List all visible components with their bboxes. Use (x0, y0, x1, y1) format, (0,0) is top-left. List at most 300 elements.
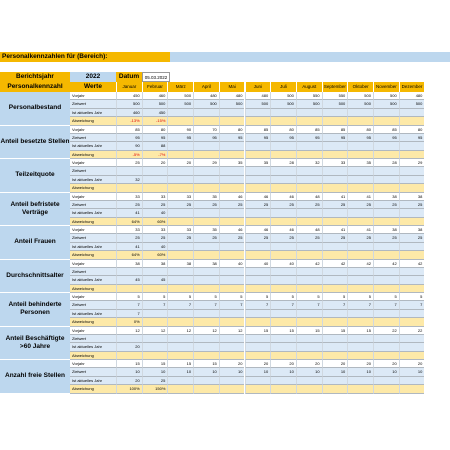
value-cell[interactable] (296, 117, 322, 125)
value-cell[interactable] (219, 142, 245, 150)
value-cell[interactable]: 46 (270, 226, 296, 234)
value-cell[interactable]: 25 (322, 201, 348, 209)
value-cell[interactable] (193, 310, 219, 318)
value-cell[interactable] (116, 335, 142, 343)
value-cell[interactable]: 42 (373, 260, 399, 268)
value-cell[interactable]: 60% (142, 251, 168, 259)
value-cell[interactable]: 33 (142, 193, 168, 201)
value-cell[interactable] (245, 343, 271, 351)
value-cell[interactable]: 95 (347, 134, 373, 142)
value-cell[interactable] (399, 117, 425, 125)
value-cell[interactable]: 25 (373, 234, 399, 242)
value-cell[interactable] (347, 276, 373, 284)
value-cell[interactable] (373, 285, 399, 293)
value-cell[interactable] (193, 251, 219, 259)
value-cell[interactable]: 22 (399, 327, 425, 335)
value-cell[interactable] (373, 335, 399, 343)
value-cell[interactable]: 95 (116, 134, 142, 142)
value-cell[interactable]: 70 (193, 126, 219, 134)
value-cell[interactable] (270, 243, 296, 251)
value-cell[interactable] (347, 251, 373, 259)
value-cell[interactable]: 5 (116, 293, 142, 301)
value-cell[interactable] (193, 268, 219, 276)
value-cell[interactable]: 0% (116, 318, 142, 326)
value-cell[interactable]: 38 (399, 226, 425, 234)
value-cell[interactable]: 33 (167, 226, 193, 234)
value-cell[interactable]: 25 (373, 201, 399, 209)
value-cell[interactable]: 85 (373, 126, 399, 134)
value-cell[interactable]: 25 (399, 201, 425, 209)
value-cell[interactable]: 40 (142, 209, 168, 217)
value-cell[interactable] (347, 352, 373, 360)
value-cell[interactable] (347, 117, 373, 125)
value-cell[interactable] (296, 310, 322, 318)
value-cell[interactable]: 32 (296, 159, 322, 167)
value-cell[interactable]: 41 (116, 209, 142, 217)
value-cell[interactable] (193, 352, 219, 360)
value-cell[interactable]: 80 (270, 126, 296, 134)
value-cell[interactable] (142, 176, 168, 184)
value-cell[interactable]: 85 (245, 126, 271, 134)
value-cell[interactable] (270, 276, 296, 284)
value-cell[interactable] (296, 343, 322, 351)
value-cell[interactable] (373, 151, 399, 159)
value-cell[interactable]: 95 (167, 134, 193, 142)
value-cell[interactable] (347, 377, 373, 385)
value-cell[interactable]: 42 (296, 260, 322, 268)
value-cell[interactable]: 7 (116, 301, 142, 309)
value-cell[interactable] (193, 176, 219, 184)
value-cell[interactable] (399, 343, 425, 351)
value-cell[interactable] (245, 276, 271, 284)
value-cell[interactable] (322, 251, 348, 259)
value-cell[interactable]: 25 (219, 234, 245, 242)
value-cell[interactable] (322, 310, 348, 318)
value-cell[interactable]: 85 (116, 126, 142, 134)
value-cell[interactable] (245, 268, 271, 276)
value-cell[interactable]: 500 (373, 100, 399, 108)
value-cell[interactable]: 40 (219, 260, 245, 268)
value-cell[interactable] (270, 251, 296, 259)
value-cell[interactable] (167, 109, 193, 117)
value-cell[interactable]: 20 (142, 159, 168, 167)
value-cell[interactable]: 15 (142, 360, 168, 368)
value-cell[interactable]: 45 (142, 276, 168, 284)
value-cell[interactable] (193, 318, 219, 326)
value-cell[interactable] (373, 142, 399, 150)
value-cell[interactable] (270, 176, 296, 184)
value-cell[interactable]: 25 (167, 201, 193, 209)
value-cell[interactable] (219, 218, 245, 226)
value-cell[interactable] (373, 385, 399, 393)
value-cell[interactable] (142, 318, 168, 326)
value-cell[interactable] (347, 343, 373, 351)
value-cell[interactable] (245, 209, 271, 217)
value-cell[interactable] (142, 167, 168, 175)
value-cell[interactable]: 12 (219, 327, 245, 335)
value-cell[interactable] (373, 218, 399, 226)
value-cell[interactable] (399, 377, 425, 385)
value-cell[interactable]: 40 (142, 243, 168, 251)
value-cell[interactable] (347, 318, 373, 326)
value-cell[interactable]: 95 (245, 134, 271, 142)
value-cell[interactable]: 5 (322, 293, 348, 301)
value-cell[interactable] (167, 142, 193, 150)
value-cell[interactable]: 5 (347, 293, 373, 301)
value-cell[interactable]: 46 (270, 193, 296, 201)
value-cell[interactable] (322, 377, 348, 385)
value-cell[interactable]: 95 (142, 134, 168, 142)
value-cell[interactable] (296, 218, 322, 226)
value-cell[interactable] (219, 243, 245, 251)
value-cell[interactable]: 41 (322, 193, 348, 201)
value-cell[interactable] (347, 142, 373, 150)
value-cell[interactable]: 500 (399, 100, 425, 108)
value-cell[interactable] (322, 142, 348, 150)
value-cell[interactable] (167, 184, 193, 192)
value-cell[interactable]: 28 (373, 159, 399, 167)
value-cell[interactable]: 460 (142, 92, 168, 100)
value-cell[interactable] (270, 285, 296, 293)
value-cell[interactable] (219, 117, 245, 125)
value-cell[interactable] (399, 142, 425, 150)
value-cell[interactable] (167, 385, 193, 393)
value-cell[interactable]: 500 (116, 100, 142, 108)
value-cell[interactable]: 95 (219, 134, 245, 142)
value-cell[interactable]: 500 (270, 100, 296, 108)
value-cell[interactable] (296, 142, 322, 150)
value-cell[interactable] (296, 335, 322, 343)
value-cell[interactable]: 500 (373, 92, 399, 100)
value-cell[interactable] (219, 285, 245, 293)
value-cell[interactable]: 10 (116, 368, 142, 376)
value-cell[interactable] (399, 276, 425, 284)
value-cell[interactable]: 15 (347, 327, 373, 335)
value-cell[interactable] (270, 184, 296, 192)
value-cell[interactable]: 20 (322, 360, 348, 368)
value-cell[interactable] (322, 218, 348, 226)
value-cell[interactable]: 35 (219, 159, 245, 167)
value-cell[interactable]: 33 (167, 193, 193, 201)
value-cell[interactable] (296, 243, 322, 251)
value-cell[interactable] (167, 276, 193, 284)
value-cell[interactable]: 480 (219, 92, 245, 100)
value-cell[interactable]: 38 (373, 226, 399, 234)
value-cell[interactable]: 25 (245, 234, 271, 242)
value-cell[interactable]: 12 (193, 327, 219, 335)
value-cell[interactable]: 15 (245, 327, 271, 335)
value-cell[interactable] (347, 167, 373, 175)
value-cell[interactable] (219, 310, 245, 318)
value-cell[interactable] (296, 109, 322, 117)
value-cell[interactable]: 25 (399, 234, 425, 242)
value-cell[interactable]: 500 (245, 100, 271, 108)
value-cell[interactable]: 38 (142, 260, 168, 268)
value-cell[interactable]: 38 (116, 260, 142, 268)
value-cell[interactable]: 25 (296, 234, 322, 242)
value-cell[interactable] (347, 285, 373, 293)
value-cell[interactable]: 5 (399, 293, 425, 301)
value-cell[interactable]: 500 (167, 100, 193, 108)
value-cell[interactable]: -13% (116, 117, 142, 125)
value-cell[interactable] (399, 109, 425, 117)
value-cell[interactable] (296, 209, 322, 217)
value-cell[interactable] (245, 335, 271, 343)
value-cell[interactable] (347, 109, 373, 117)
value-cell[interactable] (373, 209, 399, 217)
value-cell[interactable] (167, 251, 193, 259)
value-cell[interactable]: 5 (373, 293, 399, 301)
value-cell[interactable]: 7 (193, 301, 219, 309)
value-cell[interactable] (399, 218, 425, 226)
value-cell[interactable] (296, 352, 322, 360)
value-cell[interactable]: 25 (142, 234, 168, 242)
value-cell[interactable]: 33 (116, 226, 142, 234)
value-cell[interactable]: 25 (116, 159, 142, 167)
value-cell[interactable] (322, 285, 348, 293)
value-cell[interactable] (322, 243, 348, 251)
value-cell[interactable] (193, 218, 219, 226)
value-cell[interactable] (193, 117, 219, 125)
value-cell[interactable] (142, 184, 168, 192)
value-cell[interactable]: 25 (116, 201, 142, 209)
value-cell[interactable] (399, 176, 425, 184)
value-cell[interactable] (399, 151, 425, 159)
value-cell[interactable]: 12 (167, 327, 193, 335)
value-cell[interactable]: 15 (270, 327, 296, 335)
value-cell[interactable]: 20 (270, 360, 296, 368)
value-cell[interactable]: 85 (322, 126, 348, 134)
value-cell[interactable] (270, 343, 296, 351)
value-cell[interactable] (296, 251, 322, 259)
value-cell[interactable]: 25 (193, 201, 219, 209)
value-cell[interactable] (270, 310, 296, 318)
value-cell[interactable] (270, 218, 296, 226)
value-cell[interactable]: 46 (219, 226, 245, 234)
value-cell[interactable]: 22 (373, 327, 399, 335)
value-cell[interactable] (373, 167, 399, 175)
value-cell[interactable]: 480 (399, 92, 425, 100)
value-cell[interactable] (167, 335, 193, 343)
value-cell[interactable]: 10 (296, 368, 322, 376)
value-cell[interactable]: 500 (322, 100, 348, 108)
value-cell[interactable]: 460 (116, 109, 142, 117)
value-cell[interactable] (270, 117, 296, 125)
value-cell[interactable] (296, 176, 322, 184)
value-cell[interactable] (296, 276, 322, 284)
value-cell[interactable]: 550 (322, 92, 348, 100)
value-cell[interactable] (116, 352, 142, 360)
value-cell[interactable] (399, 285, 425, 293)
value-cell[interactable] (373, 184, 399, 192)
value-cell[interactable] (245, 385, 271, 393)
value-cell[interactable]: 10 (347, 368, 373, 376)
value-cell[interactable]: 7 (142, 301, 168, 309)
value-cell[interactable] (167, 352, 193, 360)
value-cell[interactable] (193, 167, 219, 175)
value-cell[interactable]: 25 (270, 201, 296, 209)
value-cell[interactable] (219, 276, 245, 284)
value-cell[interactable] (296, 167, 322, 175)
value-cell[interactable] (399, 243, 425, 251)
value-cell[interactable] (245, 109, 271, 117)
value-cell[interactable]: 42 (347, 260, 373, 268)
value-cell[interactable] (270, 335, 296, 343)
value-cell[interactable]: 500 (296, 100, 322, 108)
value-cell[interactable] (373, 243, 399, 251)
value-cell[interactable]: 85 (296, 126, 322, 134)
value-cell[interactable]: 20 (219, 360, 245, 368)
value-cell[interactable] (322, 385, 348, 393)
value-cell[interactable]: 450 (116, 92, 142, 100)
value-cell[interactable] (296, 268, 322, 276)
value-cell[interactable] (193, 377, 219, 385)
value-cell[interactable] (245, 142, 271, 150)
value-cell[interactable]: 46 (245, 226, 271, 234)
value-cell[interactable]: 25 (245, 201, 271, 209)
value-cell[interactable]: 7 (296, 301, 322, 309)
value-cell[interactable] (296, 151, 322, 159)
value-cell[interactable] (167, 318, 193, 326)
value-cell[interactable]: 32 (116, 176, 142, 184)
value-cell[interactable] (347, 243, 373, 251)
value-cell[interactable] (322, 109, 348, 117)
value-cell[interactable]: 500 (270, 92, 296, 100)
value-cell[interactable]: 10 (399, 368, 425, 376)
value-cell[interactable]: 20 (167, 159, 193, 167)
value-cell[interactable]: 12 (142, 327, 168, 335)
value-cell[interactable]: 10 (322, 368, 348, 376)
value-cell[interactable] (270, 151, 296, 159)
value-cell[interactable]: 12 (116, 327, 142, 335)
value-cell[interactable]: 38 (167, 260, 193, 268)
value-cell[interactable] (245, 117, 271, 125)
value-cell[interactable] (142, 310, 168, 318)
value-cell[interactable] (245, 218, 271, 226)
value-cell[interactable] (193, 184, 219, 192)
value-cell[interactable] (399, 209, 425, 217)
value-cell[interactable] (219, 343, 245, 351)
value-cell[interactable]: 95 (373, 134, 399, 142)
value-cell[interactable] (270, 209, 296, 217)
value-cell[interactable]: 25 (116, 234, 142, 242)
value-cell[interactable]: 500 (347, 92, 373, 100)
value-cell[interactable] (142, 285, 168, 293)
value-cell[interactable] (347, 310, 373, 318)
value-cell[interactable]: 500 (219, 100, 245, 108)
value-cell[interactable]: 95 (193, 134, 219, 142)
value-cell[interactable] (373, 343, 399, 351)
value-cell[interactable]: 10 (142, 368, 168, 376)
value-cell[interactable] (193, 142, 219, 150)
value-cell[interactable] (167, 310, 193, 318)
value-cell[interactable]: 95 (399, 134, 425, 142)
value-cell[interactable] (219, 109, 245, 117)
value-cell[interactable]: 7 (322, 301, 348, 309)
value-cell[interactable]: 95 (322, 134, 348, 142)
value-cell[interactable]: 5 (167, 293, 193, 301)
value-cell[interactable] (373, 176, 399, 184)
value-cell[interactable] (322, 176, 348, 184)
value-cell[interactable]: -5% (116, 151, 142, 159)
value-cell[interactable] (399, 167, 425, 175)
value-cell[interactable] (142, 335, 168, 343)
value-cell[interactable]: 7 (245, 301, 271, 309)
value-cell[interactable] (245, 352, 271, 360)
value-cell[interactable] (270, 268, 296, 276)
value-cell[interactable] (296, 377, 322, 385)
value-cell[interactable]: 35 (245, 159, 271, 167)
value-cell[interactable]: 500 (142, 100, 168, 108)
value-cell[interactable]: 10 (245, 368, 271, 376)
value-cell[interactable] (347, 268, 373, 276)
value-cell[interactable]: 41 (116, 243, 142, 251)
value-cell[interactable]: 38 (373, 193, 399, 201)
value-cell[interactable]: -15% (142, 117, 168, 125)
value-cell[interactable]: 10 (373, 368, 399, 376)
value-cell[interactable]: 80 (219, 126, 245, 134)
value-cell[interactable] (219, 377, 245, 385)
value-cell[interactable]: 7 (219, 301, 245, 309)
value-cell[interactable] (193, 276, 219, 284)
value-cell[interactable] (193, 343, 219, 351)
value-cell[interactable] (399, 352, 425, 360)
value-cell[interactable]: 10 (219, 368, 245, 376)
value-cell[interactable] (347, 151, 373, 159)
value-cell[interactable]: 90 (167, 126, 193, 134)
value-cell[interactable] (219, 268, 245, 276)
value-cell[interactable] (296, 385, 322, 393)
value-cell[interactable] (193, 285, 219, 293)
value-cell[interactable] (245, 167, 271, 175)
value-cell[interactable]: 20 (373, 360, 399, 368)
value-cell[interactable]: 5 (142, 293, 168, 301)
value-cell[interactable]: 33 (142, 226, 168, 234)
value-cell[interactable]: 10 (193, 368, 219, 376)
value-cell[interactable] (219, 167, 245, 175)
value-cell[interactable] (116, 285, 142, 293)
value-cell[interactable]: 7 (167, 301, 193, 309)
title-input-cell[interactable] (170, 52, 450, 62)
value-cell[interactable] (167, 218, 193, 226)
value-cell[interactable]: 5 (219, 293, 245, 301)
value-cell[interactable] (219, 251, 245, 259)
value-cell[interactable] (167, 209, 193, 217)
value-cell[interactable]: 20 (296, 360, 322, 368)
value-cell[interactable] (322, 184, 348, 192)
value-cell[interactable]: 25 (270, 234, 296, 242)
value-cell[interactable]: 48 (296, 193, 322, 201)
value-cell[interactable]: 28 (270, 159, 296, 167)
value-cell[interactable]: 100% (116, 385, 142, 393)
value-cell[interactable]: 15 (322, 327, 348, 335)
value-cell[interactable]: 95 (296, 134, 322, 142)
value-cell[interactable]: 38 (193, 260, 219, 268)
value-cell[interactable]: 48 (296, 226, 322, 234)
value-cell[interactable]: 7 (116, 310, 142, 318)
value-cell[interactable]: 25 (142, 201, 168, 209)
value-cell[interactable]: 7 (399, 301, 425, 309)
value-cell[interactable] (296, 285, 322, 293)
value-cell[interactable]: 95 (270, 134, 296, 142)
value-cell[interactable] (322, 343, 348, 351)
value-cell[interactable] (399, 335, 425, 343)
value-cell[interactable] (347, 209, 373, 217)
value-cell[interactable]: 80 (142, 126, 168, 134)
value-cell[interactable] (219, 184, 245, 192)
value-cell[interactable] (322, 209, 348, 217)
value-cell[interactable]: 35 (347, 159, 373, 167)
